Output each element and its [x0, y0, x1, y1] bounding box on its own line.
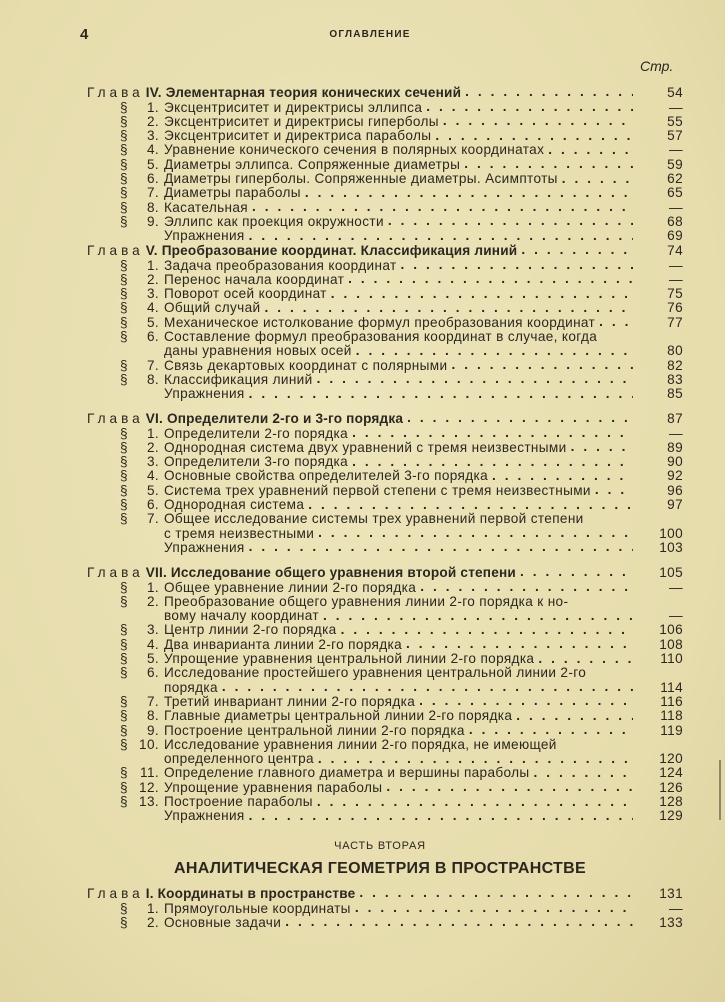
chapter-heading[interactable] [87, 242, 683, 258]
section-sign-icon: § [120, 142, 128, 158]
section-title: Построение параболы [164, 794, 313, 809]
section-sign-icon: § [120, 794, 128, 809]
chapter-number: V. [145, 242, 158, 258]
section-page: 76 [667, 300, 683, 316]
section-sign-icon: § [120, 914, 128, 930]
chapter-number: VI. [145, 410, 163, 426]
section-sign-icon: § [120, 99, 128, 115]
chapter-word: Глава [87, 242, 144, 258]
section-number: 5. [146, 156, 159, 172]
section-sign-icon: § [120, 593, 128, 609]
section-page: 128 [659, 794, 683, 809]
section-number: 7. [146, 357, 159, 373]
section-title: Эксцентриситет и директрисы гиперболы [164, 113, 439, 129]
section-sign-icon: § [120, 371, 128, 387]
section-page: — [669, 608, 683, 624]
part-title: АНАЛИТИЧЕСКАЯ ГЕОМЕТРИЯ В ПРОСТРАНСТВЕ [174, 860, 586, 877]
section-sign-icon: § [120, 156, 128, 172]
section-title: Задача преобразования координат [164, 257, 397, 273]
section-sign-icon: § [120, 213, 128, 229]
section-title: Определители 2-го порядка [164, 425, 349, 441]
section-number: 1. [146, 257, 159, 273]
chapter-page: 105 [659, 564, 683, 580]
section-page: 119 [660, 722, 683, 738]
chapter-title [146, 565, 516, 580]
section-number: 4. [146, 300, 159, 316]
section-title: Два инварианта линии 2-го порядка [164, 636, 403, 652]
section-title: Основные задачи [164, 914, 282, 930]
section-title: даны уравнения новых осей [164, 343, 352, 359]
section-sign-icon: § [120, 314, 128, 330]
section-page: 114 [660, 679, 683, 695]
section-title: Механическое истолкование формул преобразования координат [164, 314, 596, 330]
exercises-label: Упражнения [164, 808, 245, 824]
section-title: с тремя неизвестными [164, 525, 315, 541]
section-sign-icon: § [120, 482, 128, 498]
section-sign-icon: § [120, 511, 128, 527]
section-page: 133 [659, 914, 683, 930]
section-number: 6. [146, 497, 159, 512]
section-page: 83 [667, 371, 683, 387]
dot-leader [407, 410, 633, 426]
section-sign-icon: § [120, 300, 128, 316]
section-number: 3. [146, 286, 159, 302]
section-page: 126 [659, 779, 683, 795]
section-page: 77 [667, 314, 683, 330]
page-number: 4 [80, 26, 89, 43]
section-number: 4. [146, 142, 159, 158]
section-sign-icon: § [120, 693, 128, 709]
section-sign-icon: § [120, 286, 128, 302]
dot-leader [249, 808, 633, 824]
section-page: — [669, 142, 683, 158]
section-page: 89 [667, 439, 683, 455]
page-column-label: Стр. [640, 58, 674, 74]
section-sign-icon: § [120, 257, 128, 273]
section-title: Диаметры параболы [164, 185, 301, 201]
section-sign-icon: § [120, 636, 128, 652]
section-number: 10. [139, 736, 159, 752]
section-title: Общий случай [164, 300, 261, 316]
toc-exercises-entry[interactable] [87, 808, 683, 824]
section-number: 9. [146, 213, 159, 229]
dot-leader [465, 84, 633, 100]
chapter-title [146, 85, 461, 100]
section-sign-icon: § [120, 900, 128, 916]
section-number: 2. [146, 593, 159, 609]
exercises-page: 103 [659, 539, 683, 555]
section-title: Третий инвариант линии 2-го порядка [164, 693, 416, 709]
exercises-label: Упражнения [164, 539, 245, 555]
section-sign-icon: § [120, 171, 128, 186]
section-page: 90 [667, 454, 683, 470]
section-sign-icon: § [120, 113, 128, 129]
section-number: 8. [146, 199, 159, 215]
section-sign-icon: § [120, 765, 128, 781]
section-number: 2. [146, 914, 159, 930]
section-number: 5. [146, 314, 159, 330]
section-title: Прямоугольные координаты [164, 900, 351, 916]
section-title: Центр линии 2-го порядка [164, 622, 337, 638]
section-sign-icon: § [120, 722, 128, 738]
section-sign-icon: § [120, 497, 128, 512]
section-sign-icon: § [120, 708, 128, 724]
section-number: 9. [146, 722, 159, 738]
section-title: Основные свойства определителей 3-го порядка [164, 468, 488, 484]
section-page: 68 [667, 213, 683, 229]
dot-leader [520, 564, 633, 580]
section-sign-icon: § [120, 185, 128, 201]
section-title: Эллипс как проекция окружности [164, 213, 384, 229]
chapter-title [146, 886, 356, 901]
section-number: 11. [140, 765, 159, 781]
section-sign-icon: § [120, 128, 128, 144]
section-number: 4. [146, 468, 159, 484]
section-page: 75 [667, 286, 683, 302]
section-title: Эксцентриситет и директриса параболы [164, 128, 432, 144]
section-number: 13. [139, 794, 159, 809]
chapter-page: 54 [667, 84, 683, 100]
chapter-title-text: Преобразование координат. Классификация линий [161, 242, 518, 258]
section-number: 2. [146, 271, 159, 287]
toc-exercises-entry[interactable] [87, 386, 683, 402]
section-title: определенного центра [164, 751, 314, 767]
section-number: 5. [146, 482, 159, 498]
section-page: 108 [659, 636, 683, 652]
exercises-label: Упражнения [164, 228, 245, 244]
section-title: Однородная система двух уравнений с тремя неизвестными [164, 439, 567, 455]
exercises-page: 69 [667, 228, 683, 244]
dot-leader [359, 885, 633, 901]
section-page: 62 [667, 171, 683, 186]
section-number: 6. [146, 665, 159, 681]
chapter-title-text: Элементарная теория конических сечений [165, 84, 462, 100]
section-page: — [669, 425, 683, 441]
toc-section-entry[interactable] [87, 914, 683, 930]
section-page: — [669, 579, 683, 595]
section-sign-icon: § [120, 622, 128, 638]
section-page: 96 [667, 482, 683, 498]
section-number: 6. [146, 329, 159, 344]
chapter-word: Глава [87, 410, 144, 426]
section-title: Упрощение уравнения центральной линии 2-го порядка [164, 651, 535, 666]
section-sign-icon: § [120, 199, 128, 215]
section-title: Эксцентриситет и директрисы эллипса [164, 99, 423, 115]
section-number: 8. [146, 708, 159, 724]
section-title: Классификация линий [164, 371, 313, 387]
section-title: Диаметры эллипса. Сопряженные диаметры [164, 156, 461, 172]
section-page: 59 [667, 156, 683, 172]
section-title: Построение центральной линии 2-го порядка [164, 722, 465, 738]
section-page: 97 [667, 497, 683, 512]
chapter-number: VII. [145, 564, 167, 580]
section-page: — [669, 900, 683, 916]
part-label: ЧАСТЬ ВТОРАЯ [334, 840, 426, 852]
chapter-page: 131 [659, 885, 683, 901]
section-sign-icon: § [120, 329, 128, 344]
section-title: Диаметры гиперболы. Сопряженные диаметры. Асимптоты [164, 171, 558, 186]
section-number: 5. [146, 651, 159, 666]
chapter-title [146, 411, 403, 426]
section-page: 92 [667, 468, 683, 484]
section-title: Составление формул преобразования координат в случае, когда [164, 329, 598, 344]
exercises-page: 129 [659, 808, 683, 824]
section-sign-icon: § [120, 779, 128, 795]
section-title: Определение главного диаметра и вершины параболы [164, 765, 530, 781]
section-title: Преобразование общего уравнения линии 2-го порядка к но- [164, 593, 569, 609]
section-title: Однородная система [164, 497, 305, 512]
section-page: — [669, 257, 683, 273]
section-sign-icon: § [120, 579, 128, 595]
section-sign-icon: § [120, 425, 128, 441]
section-sign-icon: § [120, 357, 128, 373]
section-page: 120 [659, 751, 683, 767]
section-title: Система трех уравнений первой степени с тремя неизвестными [164, 482, 591, 498]
section-title: Уравнение конического сечения в полярных координатах [164, 142, 545, 158]
dot-leader [249, 386, 633, 402]
dot-leader [249, 539, 633, 555]
section-title: Исследование простейшего уравнения центральной линии 2-го [164, 665, 587, 681]
section-page: — [669, 99, 683, 115]
section-page: 100 [659, 525, 683, 541]
chapter-word: Глава [87, 564, 144, 580]
section-number: 2. [146, 439, 159, 455]
section-title: Общее исследование системы трех уравнений первой степени [164, 511, 584, 527]
chapter-title [146, 243, 518, 258]
dot-leader [521, 242, 633, 258]
section-number: 3. [146, 622, 159, 638]
section-title: Перенос начала координат [164, 271, 345, 287]
section-sign-icon: § [120, 468, 128, 484]
section-number: 8. [146, 371, 159, 387]
section-title: Главные диаметры центральной линии 2-го порядка [164, 708, 513, 724]
chapter-heading[interactable] [87, 564, 683, 580]
section-sign-icon: § [120, 439, 128, 455]
section-number: 12. [139, 779, 159, 795]
toc-exercises-entry[interactable] [87, 539, 683, 555]
section-sign-icon: § [120, 454, 128, 470]
section-page: 116 [660, 693, 683, 709]
chapter-number: I. [145, 885, 154, 901]
exercises-page: 85 [667, 386, 683, 402]
section-number: 7. [146, 185, 159, 201]
dot-leader [285, 914, 633, 930]
section-title: Поворот осей координат [164, 286, 327, 302]
section-page: 110 [660, 651, 683, 666]
section-page: 118 [660, 708, 683, 724]
section-page: 65 [667, 185, 683, 201]
section-title: вому началу координат [164, 608, 319, 624]
section-sign-icon: § [120, 651, 128, 666]
section-title: порядка [164, 679, 218, 695]
section-title: Касательная [164, 199, 249, 215]
section-page: 80 [667, 343, 683, 359]
section-number: 6. [146, 171, 159, 186]
section-page: — [669, 271, 683, 287]
section-number: 1. [146, 425, 159, 441]
section-number: 1. [146, 99, 159, 115]
section-title: Определители 3-го порядка [164, 454, 349, 470]
section-page: 106 [659, 622, 683, 638]
scan-edge-mark [719, 760, 721, 820]
section-page: 57 [667, 128, 683, 144]
section-page: 55 [667, 113, 683, 129]
section-number: 7. [146, 693, 159, 709]
chapter-page: 74 [667, 242, 683, 258]
section-title: Исследование уравнения линии 2-го порядка, не имеющей [164, 736, 557, 752]
chapter-number: IV. [145, 84, 162, 100]
section-number: 1. [146, 900, 159, 916]
section-title: Связь декартовых координат с полярными [164, 357, 448, 373]
section-page: 124 [659, 765, 683, 781]
chapter-title-text: Исследование общего уравнения второй степени [170, 564, 516, 580]
chapter-heading[interactable] [87, 885, 683, 901]
section-sign-icon: § [120, 665, 128, 681]
section-page: 82 [667, 357, 683, 373]
section-number: 3. [146, 128, 159, 144]
section-sign-icon: § [120, 736, 128, 752]
chapter-title-text: Определители 2-го и 3-го порядка [166, 410, 404, 426]
section-number: 1. [146, 579, 159, 595]
section-number: 3. [146, 454, 159, 470]
section-page: — [669, 199, 683, 215]
chapter-title-text: Координаты в пространстве [157, 885, 356, 901]
chapter-word: Глава [87, 885, 144, 901]
chapter-heading[interactable] [87, 84, 683, 100]
chapter-page: 87 [667, 410, 683, 426]
section-number: 2. [146, 113, 159, 129]
chapter-word: Глава [87, 84, 144, 100]
exercises-label: Упражнения [164, 386, 245, 402]
section-number: 4. [146, 636, 159, 652]
section-title: Общее уравнение линии 2-го порядка [164, 579, 417, 595]
chapter-heading[interactable] [87, 410, 683, 426]
section-sign-icon: § [120, 271, 128, 287]
running-head: ОГЛАВЛЕНИЕ [329, 29, 411, 40]
section-number: 7. [146, 511, 159, 527]
section-title: Упрощение уравнения параболы [164, 779, 383, 795]
